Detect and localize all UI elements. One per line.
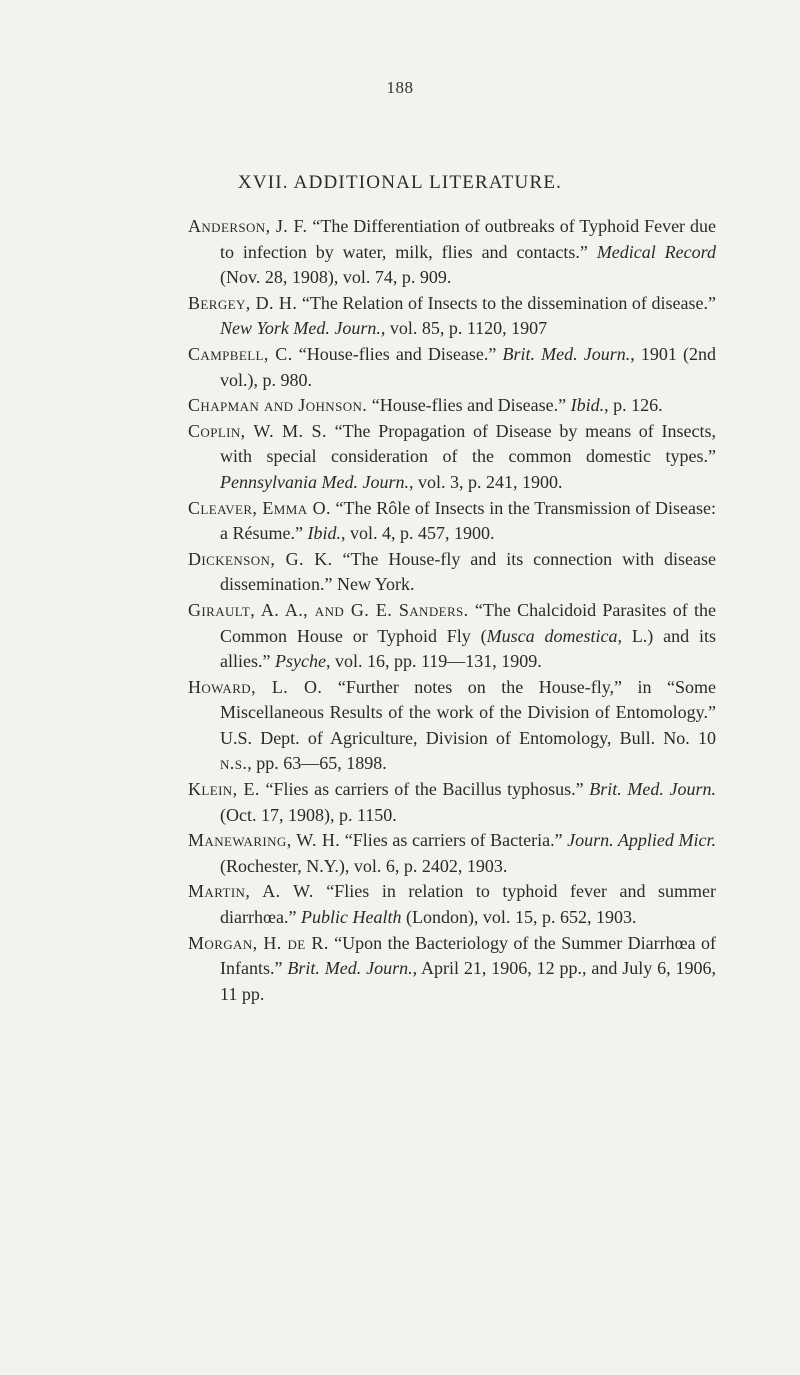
- reference-author: Morgan, H. de R.: [188, 932, 329, 953]
- reference-author: Anderson, J. F.: [188, 216, 308, 236]
- reference-title: “Flies in relation to typhoid fever and summer diarrhœa.”: [220, 881, 716, 928]
- reference-title: “Upon the Bacteriology of the Summer Diarrhœa of Infants.”: [220, 932, 716, 979]
- reference-entry: [188, 393, 716, 419]
- reference-journal: Pennsylvania Med. Journ.: [220, 471, 409, 492]
- page-number: 188: [386, 78, 414, 97]
- reference-title: “The Rôle of Insects in the Transmission of Disease: a Résume.”: [220, 497, 716, 544]
- reference-journal: Brit. Med. Journ.: [502, 343, 631, 364]
- reference-author: Chapman and Johnson.: [188, 395, 368, 416]
- reference-author: Girault, A. A., and G. E. Sanders.: [188, 599, 469, 620]
- reference-journal: Ibid.: [307, 523, 341, 544]
- reference-title: “The House-fly and its connection with disease dissemination.” New York.: [220, 548, 717, 595]
- reference-details: (London), vol. 15, p. 652, 1903.: [401, 907, 637, 928]
- reference-title: “The Propagation of Disease by means of Insects, with special consideration of the common domestic types.”: [220, 420, 716, 467]
- reference-author: Bergey, D. H.: [188, 292, 298, 313]
- reference-journal: Journ. Applied Micr.: [567, 830, 717, 851]
- reference-details: , pp. 63—65, 1898.: [247, 753, 387, 774]
- reference-details: (Rochester, N.Y.), vol. 6, p. 2402, 1903.: [220, 855, 508, 876]
- reference-details: (Nov. 28, 1908), vol. 74, p. 909.: [220, 267, 452, 288]
- reference-details: , L.) and its allies.”: [220, 625, 716, 672]
- reference-title: “Flies as carriers of Bacteria.”: [340, 830, 568, 851]
- section-title: XVII. ADDITIONAL LITERATURE.: [237, 172, 563, 193]
- reference-entry: [188, 291, 716, 342]
- reference-entry: [188, 598, 716, 675]
- reference-details: , vol. 4, p. 457, 1900.: [340, 523, 495, 544]
- reference-journal: Ibid.: [570, 395, 605, 416]
- reference-author: Howard, L. O.: [188, 676, 323, 697]
- reference-entry: [188, 496, 716, 547]
- reference-title: “The Relation of Insects to the dissemination of disease.”: [297, 292, 716, 313]
- reference-entry: [188, 675, 716, 777]
- reference-title: “The Differentiation of outbreaks of Typhoid Fever due to infection by water, milk, flies and contacts.”: [220, 216, 716, 262]
- reference-list: [188, 214, 716, 1007]
- reference-title: “House-flies and Disease.”: [292, 343, 503, 364]
- reference-journal: Medical Record: [596, 241, 716, 262]
- reference-journal: Brit. Med. Journ.: [287, 958, 413, 979]
- reference-entry: [188, 931, 716, 1008]
- reference-entry: [188, 547, 716, 598]
- reference-entry: [188, 828, 716, 879]
- reference-journal: New York Med. Journ.: [220, 318, 381, 339]
- reference-author: Cleaver, Emma O.: [188, 497, 331, 518]
- reference-details: (Oct. 17, 1908), p. 1150.: [220, 804, 397, 825]
- reference-details: , vol. 16, pp. 119—131, 1909.: [325, 651, 542, 672]
- reference-journal: Brit. Med. Journ.: [589, 779, 716, 800]
- reference-title: “Flies as carriers of the Bacillus typhosus.”: [259, 779, 590, 800]
- reference-details: , vol. 85, p. 1120, 1907: [380, 318, 548, 339]
- reference-details: , April 21, 1906, 12 pp., and July 6, 1906, 11 pp.: [220, 958, 717, 1004]
- reference-author: Manewaring, W. H.: [188, 830, 341, 851]
- reference-title: “Further notes on the House-fly,” in “Some Miscellaneous Results of the work of the Division of Entomology.” U.S. Dept. of Agriculture, Division of Entomology, Bull. No. 10: [220, 676, 717, 748]
- reference-entry: [188, 214, 716, 291]
- reference-journal: Psyche: [274, 651, 326, 672]
- reference-title: “The Chalcidoid Parasites of the Common House or Typhoid Fly (: [220, 599, 716, 646]
- reference-details: , vol. 3, p. 241, 1900.: [408, 471, 563, 492]
- reference-entry: [188, 777, 716, 828]
- reference-details: , p. 126.: [604, 395, 663, 416]
- reference-details: , 1901 (2nd vol.), p. 980.: [220, 343, 717, 390]
- reference-journal: Public Health: [300, 907, 402, 928]
- reference-entry: [188, 419, 716, 496]
- reference-entry: [188, 342, 716, 393]
- reference-author: Dickenson, G. K.: [188, 548, 333, 569]
- reference-author: Coplin, W. M. S.: [188, 420, 327, 441]
- reference-entry: [188, 879, 716, 930]
- reference-species: Musca domestica: [486, 625, 618, 646]
- reference-author: Campbell, C.: [188, 343, 293, 364]
- reference-author: Martin, A. W.: [188, 881, 314, 902]
- reference-series: n.s.: [220, 753, 248, 774]
- reference-title: “House-flies and Disease.”: [367, 395, 571, 416]
- reference-author: Klein, E.: [188, 779, 260, 800]
